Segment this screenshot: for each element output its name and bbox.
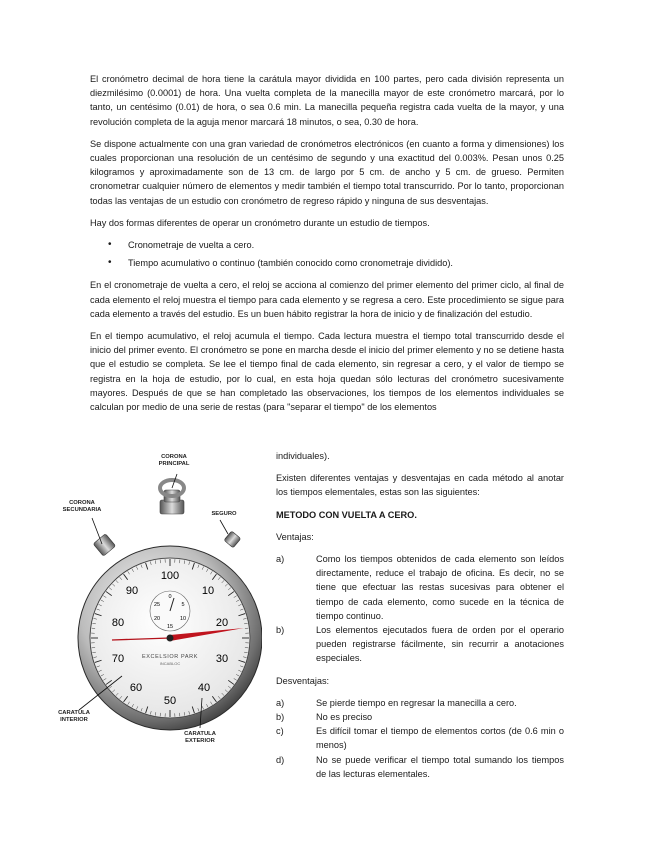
stopwatch-figure (52, 448, 262, 778)
dial-number: 60 (129, 682, 143, 694)
paragraph-intro: Existen diferentes ventajas y desventajas en cada método al anotar los tiempos elementales, estas son las siguientes: (276, 473, 564, 498)
label-corona-secundaria: CORONA SECUNDARIA (62, 500, 102, 513)
list-item: • Tiempo acumulativo o continuo (también conocido como cronometraje dividido). (128, 256, 564, 270)
list-item (276, 710, 564, 724)
dial-number: 80 (111, 617, 125, 629)
list-item (276, 753, 564, 781)
inner-dial-number: 0 (168, 594, 172, 600)
list-text: Como los tiempos obtenidos de cada elemento son leídos directamente, reduce el trabajo de oficina. Es decir, no se tiene que efectuar las restas sucesivas para obtener el tiempo de cada elemento, como sucede en la técnica de tiempo continuo. (316, 554, 564, 621)
desventajas-list (276, 696, 564, 781)
ventajas-title: Ventajas: (276, 531, 314, 542)
dial-number: 20 (215, 617, 229, 629)
label-corona-principal: CORONA PRINCIPAL (158, 454, 190, 467)
list-text: Los elementos ejecutados fuera de orden por el operario pueden registrarse fácilmente, sin recurrir a anotaciones especiales. (316, 625, 564, 664)
list-marker: b) (276, 712, 285, 723)
list-marker: b) (276, 625, 285, 636)
list-item (276, 623, 564, 666)
paragraph-zero-return: En el cronometraje de vuelta a cero, el reloj se acciona al comienzo del primer elemento del primer ciclo, al final de cada elemento el reloj muestra el tiempo para cada elemento y se regresa a cero. Este procedimiento se sigue para cada elemento a través del estudio. Es un buen hábito registrar la hora de inicio y de finalización del estudio. (90, 280, 564, 319)
list-text: No se puede verificar el tiempo total sumando los tiempos de las lecturas elementales. (316, 754, 564, 779)
list-text: Se pierde tiempo en regresar la manecilla a cero. (316, 697, 517, 708)
list-item (276, 552, 564, 623)
dial-number: 10 (201, 585, 215, 597)
dial-number: 90 (125, 585, 139, 597)
dial-number: 30 (215, 653, 229, 665)
inner-dial-number: 20 (153, 616, 161, 622)
dial-number: 100 (160, 570, 180, 582)
methods-list (90, 238, 564, 270)
paragraph-cumulative: En el tiempo acumulativo, el reloj acumula el tiempo. Cada lectura muestra el tiempo total transcurrido desde el inicio del primer evento. El cronómetro se pone en marcha desde el inicio del primer elemento y no se detiene hasta que el estudio se completa. Se lee el tiempo final de cada elemento, sin regresar a cero, y el valor de tiempo se registra en la hoja de estudio, por lo cual, en esta hoja quedan sólo lecturas del cronómetro sucesivamente mayores. Después de que se han completado las observaciones, los tiempos de los elementos individuales se calculan por medio de una serie de restas (para "separar el tiempo" de los elementos (90, 331, 564, 413)
inner-dial-number: 15 (166, 624, 174, 630)
list-marker: d) (276, 754, 285, 765)
inner-dial-number: 25 (153, 602, 161, 608)
continuation-text: individuales). (276, 451, 330, 461)
right-column (276, 449, 564, 789)
dial-number: 40 (197, 682, 211, 694)
paragraph-two-forms: Hay dos formas diferentes de operar un cronómetro durante un estudio de tiempos. (90, 217, 430, 228)
paragraph-electronic: Se dispone actualmente con una gran variedad de cronómetros electrónicos (en cuanto a forma y dimensiones) los cuales proporcionan una resolución de un centésimo de segundo y una exactitud del 0.003%. Pesan unos 0.25 kilogramos y aproximadamente son de 13 cm. de largo por 5 cm. de ancho y 5 cm. de grueso. Permiten cronometrar cualquier número de elementos y medir también el tiempo total transcurrido. Por lo tanto, proporcionan todas las ventajas de un estudio con cronómetro de regreso rápido y ninguna de sus desventajas. (90, 138, 564, 206)
list-marker: c) (276, 726, 284, 737)
list-marker: a) (276, 697, 285, 708)
label-seguro: SEGURO (211, 511, 237, 517)
desventajas-title: Desventajas: (276, 675, 330, 686)
list-marker: a) (276, 554, 285, 565)
label-caratula-interior: CARATULA INTERIOR (58, 710, 90, 723)
list-item (276, 724, 564, 752)
inner-dial-number: 5 (181, 602, 185, 608)
inner-dial-number: 10 (179, 616, 187, 622)
brand-text: EXCELSIOR PARK (142, 654, 198, 660)
list-text: Es difícil tomar el tiempo de elementos cortos (de 0.6 min o menos) (316, 726, 564, 751)
dial-number: 50 (163, 695, 177, 707)
list-item: • Cronometraje de vuelta a cero. (128, 238, 564, 252)
label-caratula-exterior: CARATULA EXTERIOR (184, 731, 216, 744)
list-item (276, 696, 564, 710)
paragraph-decimal-hour: El cronómetro decimal de hora tiene la carátula mayor dividida en 100 partes, pero cada división representa un diezmilésimo (0.0001) de hora. Una vuelta completa de la manecilla mayor de este cronómetro marcará, por lo tanto, un centésimo (0.01) de hora, o sea 0.6 min. La manecilla pequeña registra cada vuelta de la mayor, y una revolución completa de la aguja menor marcará 18 minutos, o sea, 0.30 de hora. (90, 74, 564, 127)
section-heading: METODO CON VUELTA A CERO. (276, 509, 417, 520)
ventajas-list (276, 552, 564, 666)
brand-sub-text: INCABLOC (159, 661, 181, 666)
list-text: No es preciso (316, 712, 373, 723)
document-body (90, 72, 564, 422)
stopwatch-illustration (52, 448, 262, 778)
dial-number: 70 (111, 653, 125, 665)
